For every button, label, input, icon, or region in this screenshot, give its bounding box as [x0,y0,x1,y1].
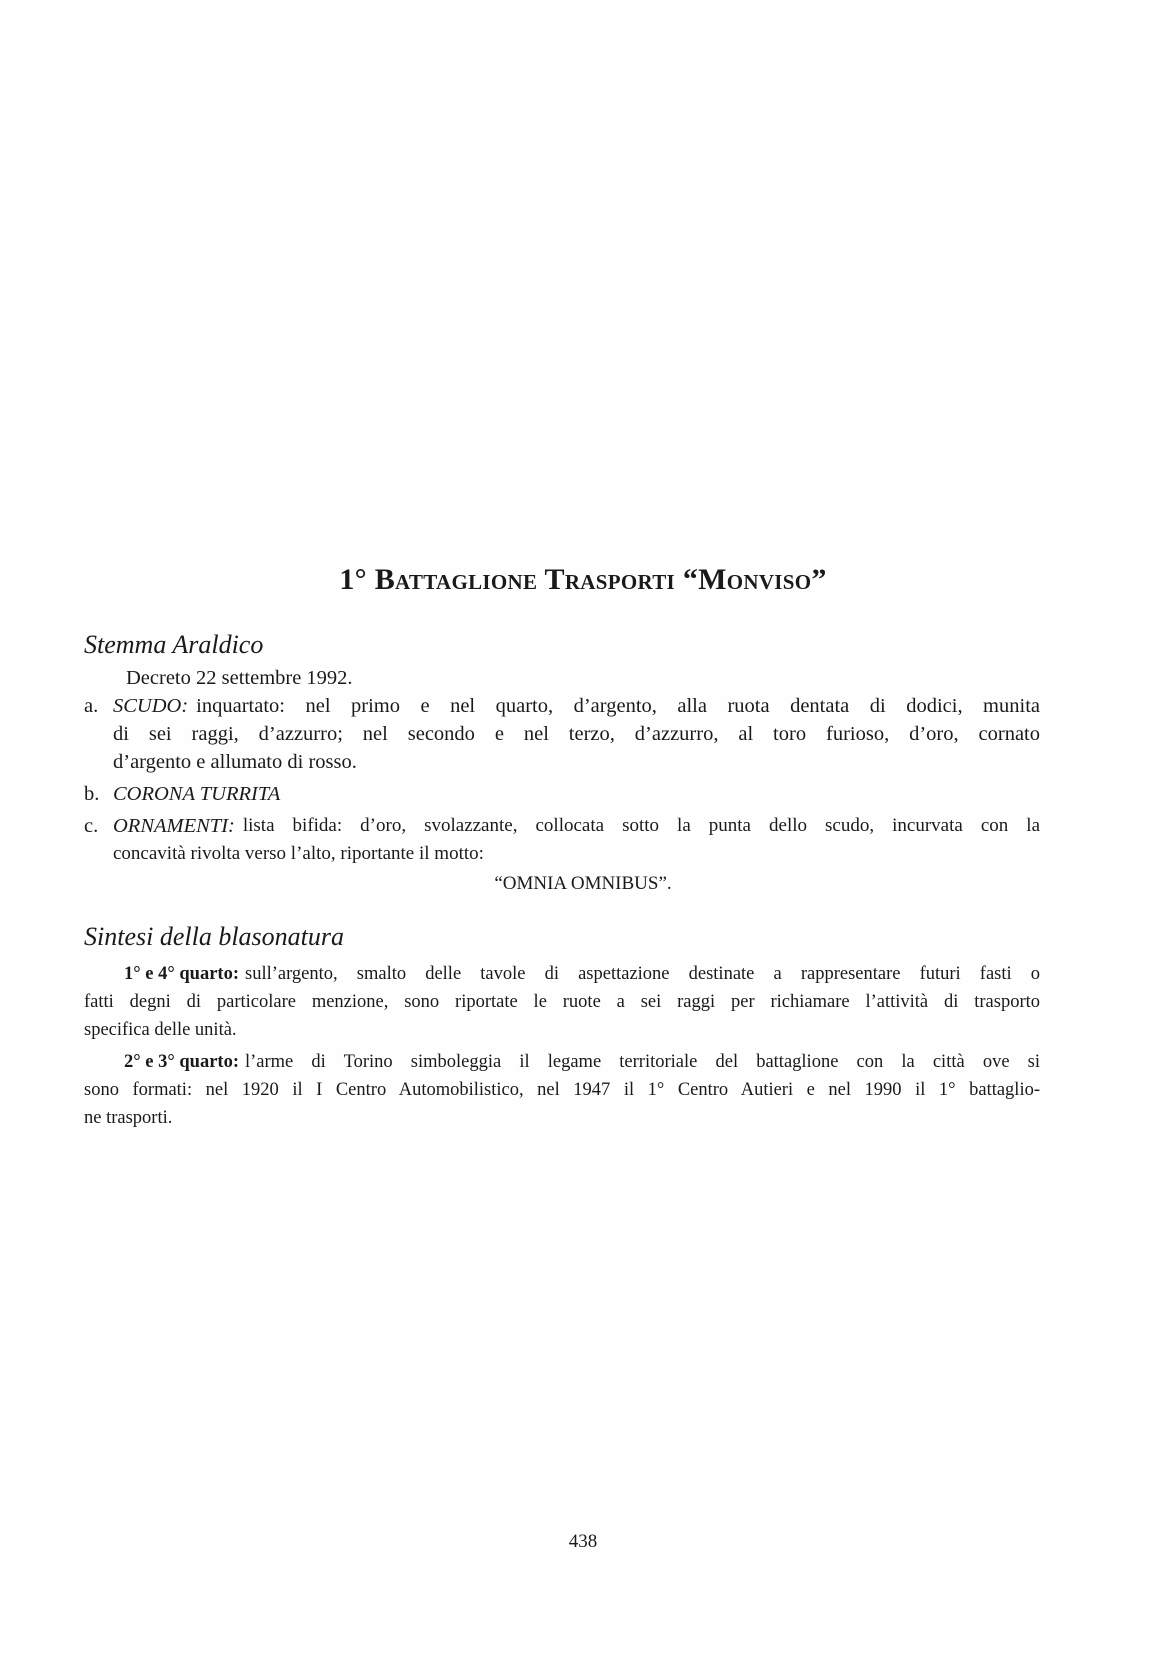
item-b-letter: b. [84,783,100,805]
paragraph-1-line-3: specifica delle unità. [84,1020,237,1040]
paragraph-2-first-line [124,1048,1040,1076]
section-heading-sintesi: Sintesi della blasonatura [84,922,344,951]
paragraph-2-line-2: sono formati: nel 1920 il I Centro Automobilistico, nel 1947 il 1° Centro Autieri e nel 1990 il 1° battaglio- [84,1080,1040,1100]
item-a-first-line [84,692,1040,720]
item-b-term: CORONA TURRITA [113,783,281,805]
item-c-line-2: concavità rivolta verso l’alto, riportante il motto: [113,843,484,864]
item-c-line-1: lista bifida: d’oro, svolazzante, collocata sotto la punta dello scudo, incurvata con la [242,815,1040,836]
item-c-term: ORNAMENTI: [113,815,235,837]
item-c-letter: c. [84,815,99,837]
item-a-term: SCUDO: [113,695,189,717]
page-number: 438 [568,1531,598,1552]
item-a-line-1: inquartato: nel primo e nel quarto, d’argento, alla ruota dentata di dodici, munita [196,695,1040,717]
item-a-letter: a. [84,695,99,717]
motto: “OMNIA OMNIBUS”. [494,873,672,894]
page-title: 1° Battaglione Trasporti “Monviso” [339,563,827,596]
item-b-line [84,780,280,808]
paragraph-2-label: 2° e 3° quarto: [124,1052,239,1072]
item-c-first-line [84,812,1040,840]
paragraph-1-first-line [124,960,1040,988]
item-a-line-3: d’argento e allumato di rosso. [113,751,357,773]
item-a-line-2: di sei raggi, d’azzurro; nel secondo e nel terzo, d’azzurro, al toro furioso, d’oro, cornato [113,723,1040,745]
paragraph-1-line-1: sull’argento, smalto delle tavole di aspettazione destinate a rappresentare futuri fasti o [245,964,1040,984]
paragraph-2-line-3: ne trasporti. [84,1108,173,1128]
decree-line: Decreto 22 settembre 1992. [126,667,353,689]
paragraph-1-line-2: fatti degni di particolare menzione, sono riportate le ruote a sei raggi per richiamare l’attività di trasporto [84,992,1040,1012]
paragraph-1-label: 1° e 4° quarto: [124,964,239,984]
section-heading-stemma: Stemma Araldico [84,630,264,659]
paragraph-2-line-1: l’arme di Torino simboleggia il legame territoriale del battaglione con la città ove si [245,1052,1040,1072]
